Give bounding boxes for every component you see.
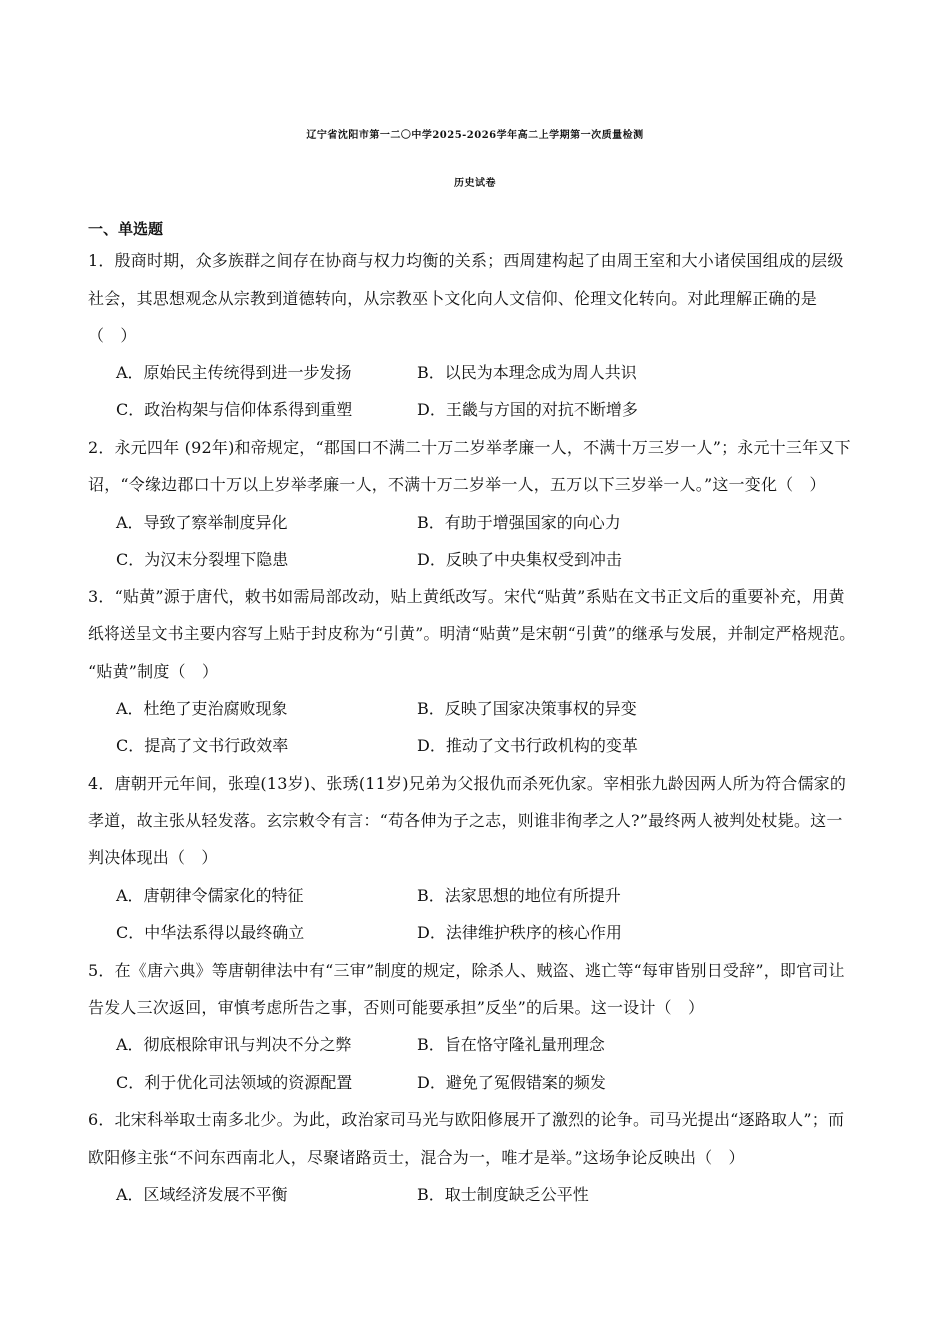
question-4-option-a[interactable]: A．唐朝律令儒家化的特征 — [116, 886, 304, 905]
question-6-line-1: 6．北宋科举取士南多北少。为此，政治家司马光与欧阳修展开了激烈的论争。司马光提出“逐路取人”；而 — [88, 1110, 845, 1129]
question-5-line-1: 5．在《唐六典》等唐朝律法中有“三审”制度的规定，除杀人、贼盗、逃亡等“每审皆别日受辞”，即官司让 — [88, 961, 845, 980]
question-4-line-1: 4．唐朝开元年间，张瑝(13岁)、张琇(11岁)兄弟为父报仇而杀死仇家。宰相张九龄因两人所为符合儒家的 — [88, 774, 847, 793]
question-6-option-b[interactable]: B．取士制度缺乏公平性 — [417, 1185, 589, 1204]
section-heading: 一、单选题 — [88, 220, 164, 238]
question-1-option-b[interactable]: B．以民为本理念成为周人共识 — [417, 363, 637, 382]
question-5-option-c[interactable]: C．利于优化司法领域的资源配置 — [116, 1073, 353, 1092]
question-3-option-d[interactable]: D．推动了文书行政机构的变革 — [417, 736, 638, 755]
question-1-line-2: 社会，其思想观念从宗教到道德转向，从宗教巫卜文化向人文信仰、伦理文化转向。对此理解正确的是 — [88, 289, 818, 308]
exam-title: 辽宁省沈阳市第一二〇中学2025-2026学年高二上学期第一次质量检测 — [306, 130, 644, 141]
question-2-option-d[interactable]: D．反映了中央集权受到冲击 — [417, 550, 622, 569]
question-3-line-1: 3．“贴黄”源于唐代，敕书如需局部改动，贴上黄纸改写。宋代“贴黄”系贴在文书正文后的重要补充，用黄 — [88, 587, 845, 606]
question-2-option-a[interactable]: A．导致了察举制度异化 — [116, 513, 288, 532]
question-6-option-a[interactable]: A．区域经济发展不平衡 — [116, 1185, 288, 1204]
question-1-line-3: （ ） — [88, 326, 137, 345]
question-5-option-a[interactable]: A．彻底根除审讯与判决不分之弊 — [116, 1035, 352, 1054]
question-3-line-2: 纸将送呈文书主要内容写上贴于封皮称为“引黄”。明清“贴黄”是宋朝“引黄”的继承与发展，并制定严格规范。 — [88, 624, 856, 643]
question-4-option-d[interactable]: D．法律维护秩序的核心作用 — [417, 923, 622, 942]
question-3-line-3: “贴黄”制度（ ） — [88, 662, 219, 681]
question-3-option-a[interactable]: A．杜绝了吏治腐败现象 — [116, 699, 288, 718]
question-5-option-d[interactable]: D．避免了冤假错案的频发 — [417, 1073, 606, 1092]
question-6-line-2: 欧阳修主张“不问东西南北人，尽聚诸路贡士，混合为一，唯才是举。”这场争论反映出（ ） — [88, 1148, 745, 1167]
question-2-option-c[interactable]: C．为汉末分裂埋下隐患 — [116, 550, 289, 569]
question-2-line-2: 诏，“令缘边郡口十万以上岁举孝廉一人，不满十万二岁举一人，五万以下三岁举一人。”这一变化（ ） — [88, 475, 826, 494]
exam-subtitle: 历史试卷 — [454, 178, 496, 189]
question-5-line-2: 告发人三次返回，审慎考虑所告之事，否则可能要承担”反坐”的后果。这一设计（ ） — [88, 998, 705, 1017]
question-1-line-1: 1．殷商时期，众多族群之间存在协商与权力均衡的关系；西周建构起了由周王室和大小诸侯国组成的层级 — [88, 251, 844, 270]
question-1-option-c[interactable]: C．政治构架与信仰体系得到重塑 — [116, 400, 353, 419]
question-2-line-1: 2．永元四年 (92年)和帝规定，“郡国口不满二十万二岁举孝廉一人，不满十万三岁一人”；永元十三年又下 — [88, 438, 851, 457]
question-3-option-b[interactable]: B．反映了国家决策事权的异变 — [417, 699, 637, 718]
question-3-option-c[interactable]: C．提高了文书行政效率 — [116, 736, 289, 755]
question-4-option-c[interactable]: C．中华法系得以最终确立 — [116, 923, 305, 942]
question-2-option-b[interactable]: B．有助于增强国家的向心力 — [417, 513, 621, 532]
question-1-option-d[interactable]: D．王畿与方国的对抗不断增多 — [417, 400, 638, 419]
question-5-option-b[interactable]: B．旨在恪守隆礼量刑理念 — [417, 1035, 605, 1054]
question-4-line-2: 孝道，故主张从轻发落。玄宗敕令有言：“苟各伸为子之志，则谁非徇孝之人?”最终两人被判处杖毙。这一 — [88, 811, 843, 830]
question-4-option-b[interactable]: B．法家思想的地位有所提升 — [417, 886, 621, 905]
question-1-option-a[interactable]: A．原始民主传统得到进一步发扬 — [116, 363, 352, 382]
question-4-line-3: 判决体现出（ ） — [88, 848, 218, 867]
